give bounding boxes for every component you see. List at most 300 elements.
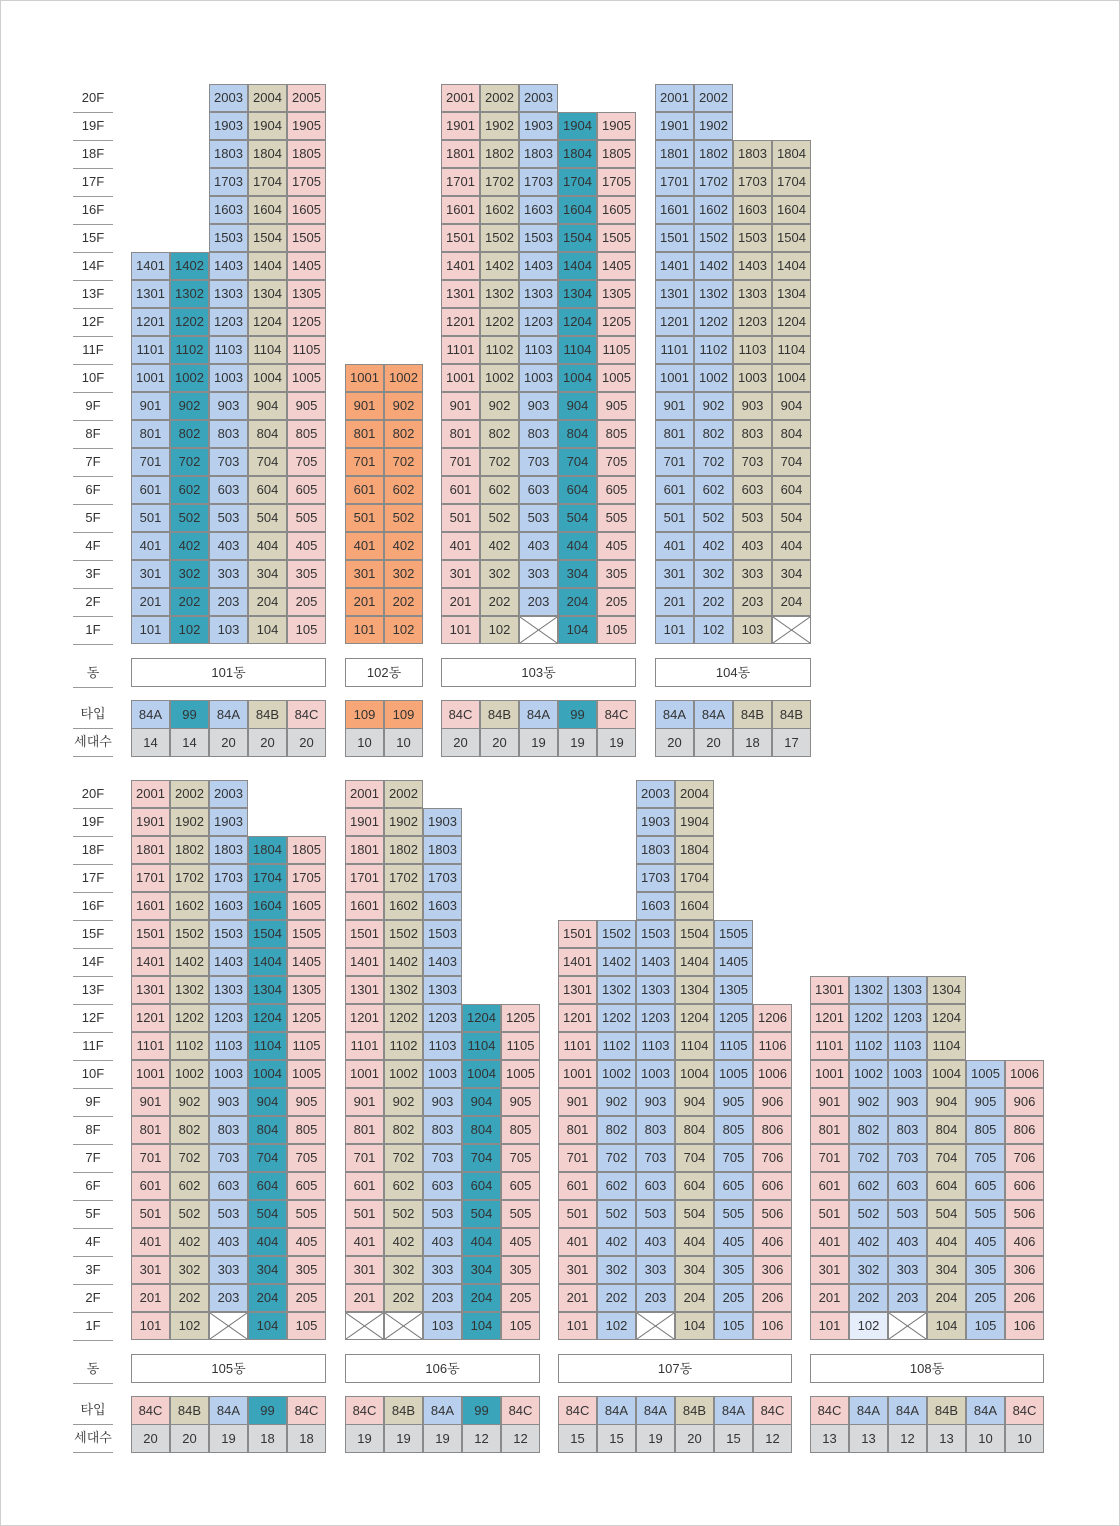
unit-cell: 601: [131, 476, 170, 504]
unit-cell: 1403: [636, 948, 675, 976]
unit-cell: 1504: [248, 224, 287, 252]
unit-cell: 1401: [345, 948, 384, 976]
empty-unit: [345, 1312, 384, 1340]
unit-cell: 901: [131, 1088, 170, 1116]
unit-cell: 301: [131, 1256, 170, 1284]
unit-count-cell: 15: [558, 1424, 597, 1453]
unit-cell: 801: [810, 1116, 849, 1144]
unit-cell: 1002: [597, 1060, 636, 1088]
unit-type-cell: 84A: [714, 1396, 753, 1425]
unit-type-cell: 84C: [753, 1396, 792, 1425]
unit-cell: 1702: [694, 168, 733, 196]
unit-type-cell: 84A: [597, 1396, 636, 1425]
unit-cell: 802: [694, 420, 733, 448]
unit-cell: 302: [694, 560, 733, 588]
unit-cell: 1303: [519, 280, 558, 308]
unit-cell: 504: [558, 504, 597, 532]
building-name-box: 108동: [810, 1354, 1044, 1383]
unit-count-cell: 10: [1005, 1424, 1044, 1453]
unit-count-cell: 19: [209, 1424, 248, 1453]
unit-cell: 1202: [849, 1004, 888, 1032]
unit-cell: 202: [384, 1284, 423, 1312]
unit-cell: 402: [170, 532, 209, 560]
unit-cell: 1305: [597, 280, 636, 308]
unit-cell: 1005: [501, 1060, 540, 1088]
floor-label: 10F: [73, 364, 113, 393]
unit-cell: 402: [480, 532, 519, 560]
unit-count-cell: 18: [287, 1424, 326, 1453]
unit-cell: 1802: [694, 140, 733, 168]
unit-cell: 1903: [636, 808, 675, 836]
unit-cell: 502: [597, 1200, 636, 1228]
unit-cell: 1404: [248, 252, 287, 280]
unit-cell: 1301: [441, 280, 480, 308]
unit-type-cell: 99: [558, 700, 597, 729]
unit-cell: 701: [345, 448, 384, 476]
floor-label: 3F: [73, 1256, 113, 1285]
unit-cell: 1304: [927, 976, 966, 1004]
unit-cell: 704: [248, 448, 287, 476]
unit-cell: 501: [345, 504, 384, 532]
unit-count-cell: 15: [714, 1424, 753, 1453]
unit-cell: 105: [597, 616, 636, 644]
unit-cell: 1405: [597, 252, 636, 280]
unit-cell: 405: [287, 1228, 326, 1256]
unit-cell: 402: [597, 1228, 636, 1256]
unit-cell: 1001: [655, 364, 694, 392]
unit-count-cell: 10: [384, 728, 423, 757]
unit-cell: 105: [501, 1312, 540, 1340]
unit-cell: 1006: [753, 1060, 792, 1088]
unit-cell: 1001: [810, 1060, 849, 1088]
floor-label: 20F: [73, 780, 113, 809]
unit-cell: 1006: [1005, 1060, 1044, 1088]
unit-cell: 704: [558, 448, 597, 476]
unit-cell: 1203: [888, 1004, 927, 1032]
unit-cell: 603: [209, 476, 248, 504]
unit-cell: 1003: [733, 364, 772, 392]
unit-cell: 1302: [384, 976, 423, 1004]
unit-cell: 503: [888, 1200, 927, 1228]
unit-cell: 1005: [287, 364, 326, 392]
unit-cell: 1202: [694, 308, 733, 336]
unit-cell: 104: [675, 1312, 714, 1340]
empty-unit: [888, 1312, 927, 1340]
unit-cell: 804: [248, 420, 287, 448]
unit-cell: 303: [423, 1256, 462, 1284]
unit-cell: 304: [248, 560, 287, 588]
floor-label: 18F: [73, 836, 113, 865]
unit-cell: 505: [714, 1200, 753, 1228]
unit-cell: 404: [248, 1228, 287, 1256]
unit-type-cell: 84C: [345, 1396, 384, 1425]
dong-row-label: 동: [73, 1354, 113, 1384]
floor-label: 10F: [73, 1060, 113, 1089]
unit-cell: 1901: [441, 112, 480, 140]
unit-cell: 1104: [772, 336, 811, 364]
unit-cell: 1405: [287, 948, 326, 976]
unit-cell: 504: [462, 1200, 501, 1228]
unit-count-cell: 13: [849, 1424, 888, 1453]
unit-cell: 1102: [480, 336, 519, 364]
unit-cell: 204: [675, 1284, 714, 1312]
unit-cell: 1403: [209, 948, 248, 976]
unit-count-cell: 19: [519, 728, 558, 757]
unit-cell: 1303: [636, 976, 675, 1004]
unit-cell: 2005: [287, 84, 326, 112]
unit-type-cell: 84B: [248, 700, 287, 729]
unit-cell: 703: [423, 1144, 462, 1172]
unit-cell: 206: [753, 1284, 792, 1312]
unit-cell: 1304: [675, 976, 714, 1004]
unit-cell: 1104: [675, 1032, 714, 1060]
floor-label: 15F: [73, 920, 113, 949]
unit-type-cell: 84C: [597, 700, 636, 729]
unit-cell: 1604: [558, 196, 597, 224]
floor-label: 9F: [73, 392, 113, 421]
unit-cell: 1101: [441, 336, 480, 364]
unit-cell: 1302: [694, 280, 733, 308]
unit-cell: 803: [733, 420, 772, 448]
unit-cell: 403: [209, 1228, 248, 1256]
unit-cell: 505: [287, 504, 326, 532]
unit-cell: 1003: [636, 1060, 675, 1088]
unit-cell: 702: [849, 1144, 888, 1172]
unit-type-cell: 84A: [519, 700, 558, 729]
unit-cell: 1104: [462, 1032, 501, 1060]
unit-cell: 1803: [636, 836, 675, 864]
unit-cell: 402: [849, 1228, 888, 1256]
unit-cell: 201: [345, 588, 384, 616]
unit-cell: 804: [675, 1116, 714, 1144]
unit-cell: 1701: [131, 864, 170, 892]
unit-cell: 201: [131, 1284, 170, 1312]
unit-cell: 1302: [170, 280, 209, 308]
unit-cell: 1206: [753, 1004, 792, 1032]
unit-cell: 1703: [636, 864, 675, 892]
count-row-label: 세대수: [73, 1424, 113, 1453]
unit-cell: 1302: [849, 976, 888, 1004]
unit-cell: 1104: [248, 1032, 287, 1060]
unit-cell: 1001: [345, 1060, 384, 1088]
unit-cell: 105: [287, 1312, 326, 1340]
unit-cell: 204: [927, 1284, 966, 1312]
unit-cell: 602: [597, 1172, 636, 1200]
unit-cell: 1101: [131, 336, 170, 364]
unit-cell: 1004: [772, 364, 811, 392]
unit-cell: 1205: [287, 308, 326, 336]
building-name-box: 103동: [441, 658, 636, 687]
unit-cell: 705: [714, 1144, 753, 1172]
unit-cell: 404: [927, 1228, 966, 1256]
unit-cell: 504: [927, 1200, 966, 1228]
unit-cell: 1205: [501, 1004, 540, 1032]
unit-cell: 1102: [170, 1032, 209, 1060]
unit-cell: 1303: [888, 976, 927, 1004]
unit-cell: 1103: [733, 336, 772, 364]
floor-label: 4F: [73, 532, 113, 561]
unit-cell: 703: [209, 1144, 248, 1172]
unit-cell: 104: [248, 1312, 287, 1340]
unit-count-cell: 12: [888, 1424, 927, 1453]
unit-cell: 902: [694, 392, 733, 420]
unit-cell: 202: [170, 588, 209, 616]
unit-cell: 1705: [597, 168, 636, 196]
unit-cell: 105: [714, 1312, 753, 1340]
unit-cell: 1004: [675, 1060, 714, 1088]
unit-cell: 903: [636, 1088, 675, 1116]
floor-label: 20F: [73, 84, 113, 113]
unit-cell: 402: [384, 532, 423, 560]
unit-cell: 1604: [675, 892, 714, 920]
unit-cell: 1804: [248, 140, 287, 168]
unit-cell: 1704: [558, 168, 597, 196]
unit-cell: 802: [849, 1116, 888, 1144]
unit-cell: 804: [248, 1116, 287, 1144]
unit-cell: 704: [248, 1144, 287, 1172]
unit-cell: 1704: [248, 168, 287, 196]
unit-cell: 1101: [558, 1032, 597, 1060]
unit-cell: 403: [636, 1228, 675, 1256]
unit-cell: 501: [131, 504, 170, 532]
unit-cell: 1503: [519, 224, 558, 252]
unit-cell: 1603: [423, 892, 462, 920]
unit-cell: 1401: [558, 948, 597, 976]
unit-cell: 505: [966, 1200, 1005, 1228]
unit-cell: 201: [655, 588, 694, 616]
unit-cell: 205: [501, 1284, 540, 1312]
unit-cell: 603: [636, 1172, 675, 1200]
unit-cell: 1101: [345, 1032, 384, 1060]
unit-cell: 1202: [170, 308, 209, 336]
unit-cell: 903: [209, 1088, 248, 1116]
unit-count-cell: 10: [345, 728, 384, 757]
unit-cell: 1501: [558, 920, 597, 948]
empty-unit: [636, 1312, 675, 1340]
unit-cell: 1001: [131, 1060, 170, 1088]
unit-cell: 504: [675, 1200, 714, 1228]
unit-cell: 1203: [636, 1004, 675, 1032]
unit-cell: 1202: [480, 308, 519, 336]
unit-cell: 705: [597, 448, 636, 476]
unit-cell: 502: [480, 504, 519, 532]
unit-cell: 601: [655, 476, 694, 504]
unit-cell: 203: [519, 588, 558, 616]
floor-label: 19F: [73, 112, 113, 141]
unit-cell: 1105: [501, 1032, 540, 1060]
unit-cell: 2004: [248, 84, 287, 112]
unit-cell: 1505: [597, 224, 636, 252]
unit-cell: 701: [441, 448, 480, 476]
unit-cell: 604: [675, 1172, 714, 1200]
unit-cell: 1503: [423, 920, 462, 948]
unit-cell: 1504: [558, 224, 597, 252]
unit-cell: 301: [558, 1256, 597, 1284]
unit-cell: 1505: [287, 920, 326, 948]
unit-cell: 505: [287, 1200, 326, 1228]
unit-cell: 605: [597, 476, 636, 504]
unit-cell: 201: [131, 588, 170, 616]
unit-count-cell: 20: [131, 1424, 170, 1453]
unit-cell: 504: [772, 504, 811, 532]
unit-count-cell: 19: [384, 1424, 423, 1453]
unit-cell: 601: [441, 476, 480, 504]
unit-count-cell: 20: [675, 1424, 714, 1453]
unit-cell: 904: [248, 1088, 287, 1116]
unit-cell: 403: [423, 1228, 462, 1256]
unit-cell: 101: [131, 1312, 170, 1340]
unit-cell: 1301: [655, 280, 694, 308]
building-name-box: 102동: [345, 658, 423, 687]
unit-cell: 1104: [927, 1032, 966, 1060]
unit-cell: 1703: [423, 864, 462, 892]
unit-count-cell: 20: [441, 728, 480, 757]
unit-count-cell: 19: [558, 728, 597, 757]
unit-cell: 805: [714, 1116, 753, 1144]
unit-cell: 1303: [209, 280, 248, 308]
unit-cell: 903: [733, 392, 772, 420]
unit-cell: 1203: [209, 308, 248, 336]
unit-cell: 1804: [558, 140, 597, 168]
unit-count-cell: 15: [597, 1424, 636, 1453]
unit-cell: 1402: [384, 948, 423, 976]
unit-type-cell: 84C: [1005, 1396, 1044, 1425]
unit-cell: 306: [1005, 1256, 1044, 1284]
unit-cell: 1905: [597, 112, 636, 140]
unit-cell: 1004: [927, 1060, 966, 1088]
unit-cell: 1501: [655, 224, 694, 252]
unit-cell: 101: [345, 616, 384, 644]
unit-cell: 1504: [248, 920, 287, 948]
unit-cell: 703: [636, 1144, 675, 1172]
unit-cell: 205: [714, 1284, 753, 1312]
unit-cell: 305: [501, 1256, 540, 1284]
unit-type-cell: 84A: [849, 1396, 888, 1425]
unit-cell: 1201: [131, 1004, 170, 1032]
unit-cell: 502: [170, 504, 209, 532]
unit-cell: 501: [558, 1200, 597, 1228]
unit-cell: 1602: [384, 892, 423, 920]
unit-cell: 405: [501, 1228, 540, 1256]
unit-cell: 103: [733, 616, 772, 644]
unit-cell: 104: [927, 1312, 966, 1340]
floor-label: 7F: [73, 1144, 113, 1173]
unit-cell: 403: [888, 1228, 927, 1256]
unit-cell: 2003: [209, 84, 248, 112]
unit-cell: 503: [423, 1200, 462, 1228]
unit-cell: 1105: [597, 336, 636, 364]
unit-cell: 1302: [480, 280, 519, 308]
unit-cell: 1704: [248, 864, 287, 892]
unit-cell: 1904: [558, 112, 597, 140]
unit-cell: 302: [480, 560, 519, 588]
unit-count-cell: 17: [772, 728, 811, 757]
unit-cell: 403: [733, 532, 772, 560]
unit-cell: 1801: [655, 140, 694, 168]
unit-type-cell: 84B: [772, 700, 811, 729]
unit-cell: 606: [753, 1172, 792, 1200]
unit-cell: 605: [287, 1172, 326, 1200]
unit-cell: 1405: [287, 252, 326, 280]
unit-cell: 902: [170, 392, 209, 420]
unit-cell: 2003: [519, 84, 558, 112]
unit-cell: 204: [462, 1284, 501, 1312]
unit-cell: 1403: [519, 252, 558, 280]
unit-cell: 903: [888, 1088, 927, 1116]
unit-cell: 1605: [287, 196, 326, 224]
empty-unit-cross-icon: [385, 1313, 422, 1339]
unit-cell: 702: [480, 448, 519, 476]
unit-cell: 1101: [810, 1032, 849, 1060]
unit-cell: 401: [655, 532, 694, 560]
unit-cell: 604: [462, 1172, 501, 1200]
building-name-box: 106동: [345, 1354, 540, 1383]
unit-cell: 1602: [480, 196, 519, 224]
unit-cell: 1102: [170, 336, 209, 364]
unit-cell: 901: [558, 1088, 597, 1116]
unit-cell: 303: [209, 560, 248, 588]
unit-cell: 1904: [248, 112, 287, 140]
unit-cell: 1103: [888, 1032, 927, 1060]
unit-cell: 102: [694, 616, 733, 644]
unit-cell: 803: [423, 1116, 462, 1144]
unit-cell: 705: [287, 448, 326, 476]
unit-cell: 1201: [810, 1004, 849, 1032]
unit-cell: 701: [558, 1144, 597, 1172]
unit-cell: 702: [694, 448, 733, 476]
unit-cell: 802: [170, 1116, 209, 1144]
unit-count-cell: 12: [462, 1424, 501, 1453]
empty-unit-cross-icon: [773, 617, 810, 643]
empty-unit: [519, 616, 558, 644]
unit-cell: 1005: [966, 1060, 1005, 1088]
unit-cell: 101: [558, 1312, 597, 1340]
unit-count-cell: 12: [501, 1424, 540, 1453]
unit-cell: 203: [209, 1284, 248, 1312]
unit-cell: 402: [384, 1228, 423, 1256]
floor-label: 15F: [73, 224, 113, 253]
unit-cell: 703: [519, 448, 558, 476]
unit-cell: 104: [462, 1312, 501, 1340]
unit-cell: 704: [462, 1144, 501, 1172]
unit-cell: 701: [655, 448, 694, 476]
unit-count-cell: 19: [345, 1424, 384, 1453]
unit-cell: 1204: [927, 1004, 966, 1032]
unit-cell: 1603: [209, 892, 248, 920]
unit-cell: 504: [248, 1200, 287, 1228]
unit-cell: 1604: [772, 196, 811, 224]
unit-cell: 1105: [287, 1032, 326, 1060]
unit-type-cell: 84A: [966, 1396, 1005, 1425]
unit-cell: 405: [966, 1228, 1005, 1256]
unit-cell: 1803: [733, 140, 772, 168]
unit-cell: 1702: [170, 864, 209, 892]
unit-cell: 602: [480, 476, 519, 504]
unit-cell: 1302: [597, 976, 636, 1004]
unit-cell: 801: [131, 420, 170, 448]
unit-cell: 1804: [772, 140, 811, 168]
unit-type-cell: 84A: [423, 1396, 462, 1425]
unit-cell: 1903: [519, 112, 558, 140]
unit-cell: 1902: [384, 808, 423, 836]
unit-cell: 101: [810, 1312, 849, 1340]
unit-cell: 404: [462, 1228, 501, 1256]
unit-cell: 801: [345, 1116, 384, 1144]
floor-label: 5F: [73, 504, 113, 533]
unit-cell: 1903: [423, 808, 462, 836]
unit-cell: 1802: [384, 836, 423, 864]
unit-cell: 503: [209, 1200, 248, 1228]
